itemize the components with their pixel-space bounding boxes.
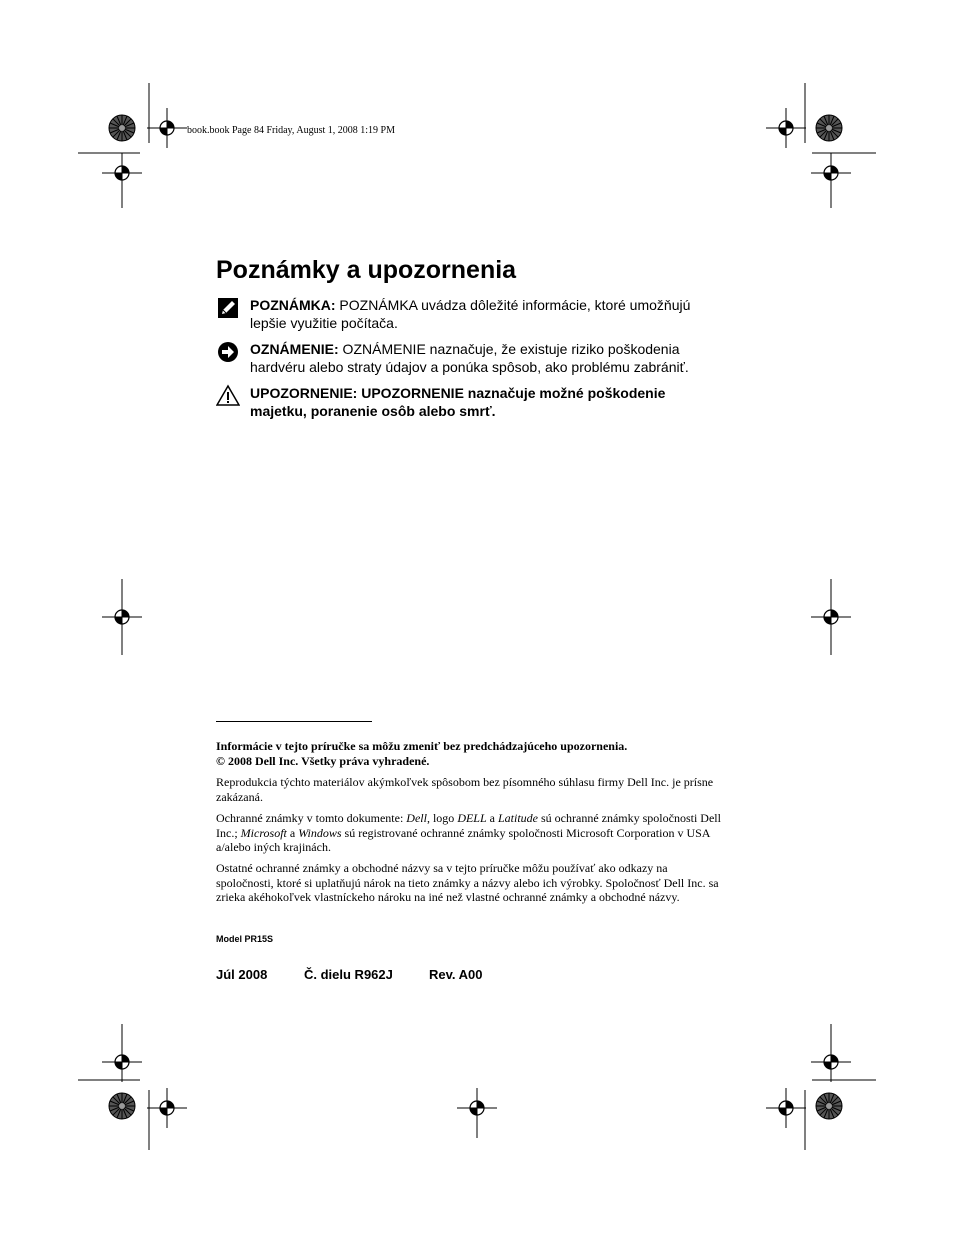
legal-reproduction [216,775,721,804]
legal-other-trademarks [216,861,721,905]
notice-text: OZNÁMENIE naznačuje, že existuje riziko poškodenia hardvéru alebo straty údajov a ponúka spôsob, ako problému zabrániť. [250,341,689,375]
note-notice [216,296,716,332]
tm-dell-logo: DELL [457,811,487,825]
warning-notice [216,384,716,420]
tm-text: a [286,825,299,840]
legal-trademarks [216,811,721,855]
note-label: POZNÁMKA: [250,297,336,313]
legal-copyright: © 2008 Dell Inc. Všetky práva vyhradené. [216,753,430,768]
footer-part-number: Č. dielu R962J [304,967,393,982]
notice-label: OZNÁMENIE: [250,341,339,357]
print-slug: book.book Page 84 Friday, August 1, 2008 1:19 PM [187,125,395,136]
warning-triangle-icon [216,384,240,408]
legal-reproduction-text: Reprodukcia týchto materiálov akýmkoľvek spôsobom bez písomného súhlasu firmy Dell Inc. je prísne zakázaná. [216,775,714,804]
tm-latitude: Latitude [497,811,538,825]
legal-change-notice: Informácie v tejto príručke sa môžu zmeniť bez predchádzajúceho upozornenia. [216,739,628,753]
tm-text: sú registrované ochranné známky spoločnosti Microsoft Corporation v USA a/alebo iných krajinách. [216,825,710,854]
footer-revision: Rev. A00 [429,967,483,982]
legal-info [216,739,721,768]
footer-date: Júl 2008 [216,967,268,982]
note-text: POZNÁMKA uvádza dôležité informácie, ktoré umožňujú lepšie využitie počítača. [250,297,691,331]
tm-text: , logo [426,811,458,825]
separator-rule [216,721,372,722]
warning-text: UPOZORNENIE naznačuje možné poškodenie majetku, poranenie osôb alebo smrť. [250,385,666,419]
tm-text: a [486,811,498,825]
model-number: Model PR15S [216,934,274,944]
legal-other-text: Ostatné ochranné známky a obchodné názvy sa v tejto príručke môžu používať ako odkazy na spoločnosti, ktoré si uplatňujú nárok na tieto známky a názvy alebo ich výrobky. Spoločnosť Dell Inc. sa zrieka akéhokoľvek vlastníckeho nároku na iné než vlastné ochranné známky a obchodné názvy. [216,861,719,904]
tm-microsoft: Microsoft [240,825,287,840]
pencil-note-icon [216,296,240,320]
warning-label: UPOZORNENIE: [250,385,358,401]
notice-notice [216,340,716,376]
tm-text: Ochranné známky v tomto dokumente: [216,811,407,825]
tm-dell: Dell [406,811,427,825]
arrow-circle-icon [216,340,240,364]
tm-windows: Windows [298,825,342,840]
tm-text: sú ochranné známky spoločnosti Dell Inc.; [216,811,721,840]
page-title: Poznámky a upozornenia [216,256,517,284]
